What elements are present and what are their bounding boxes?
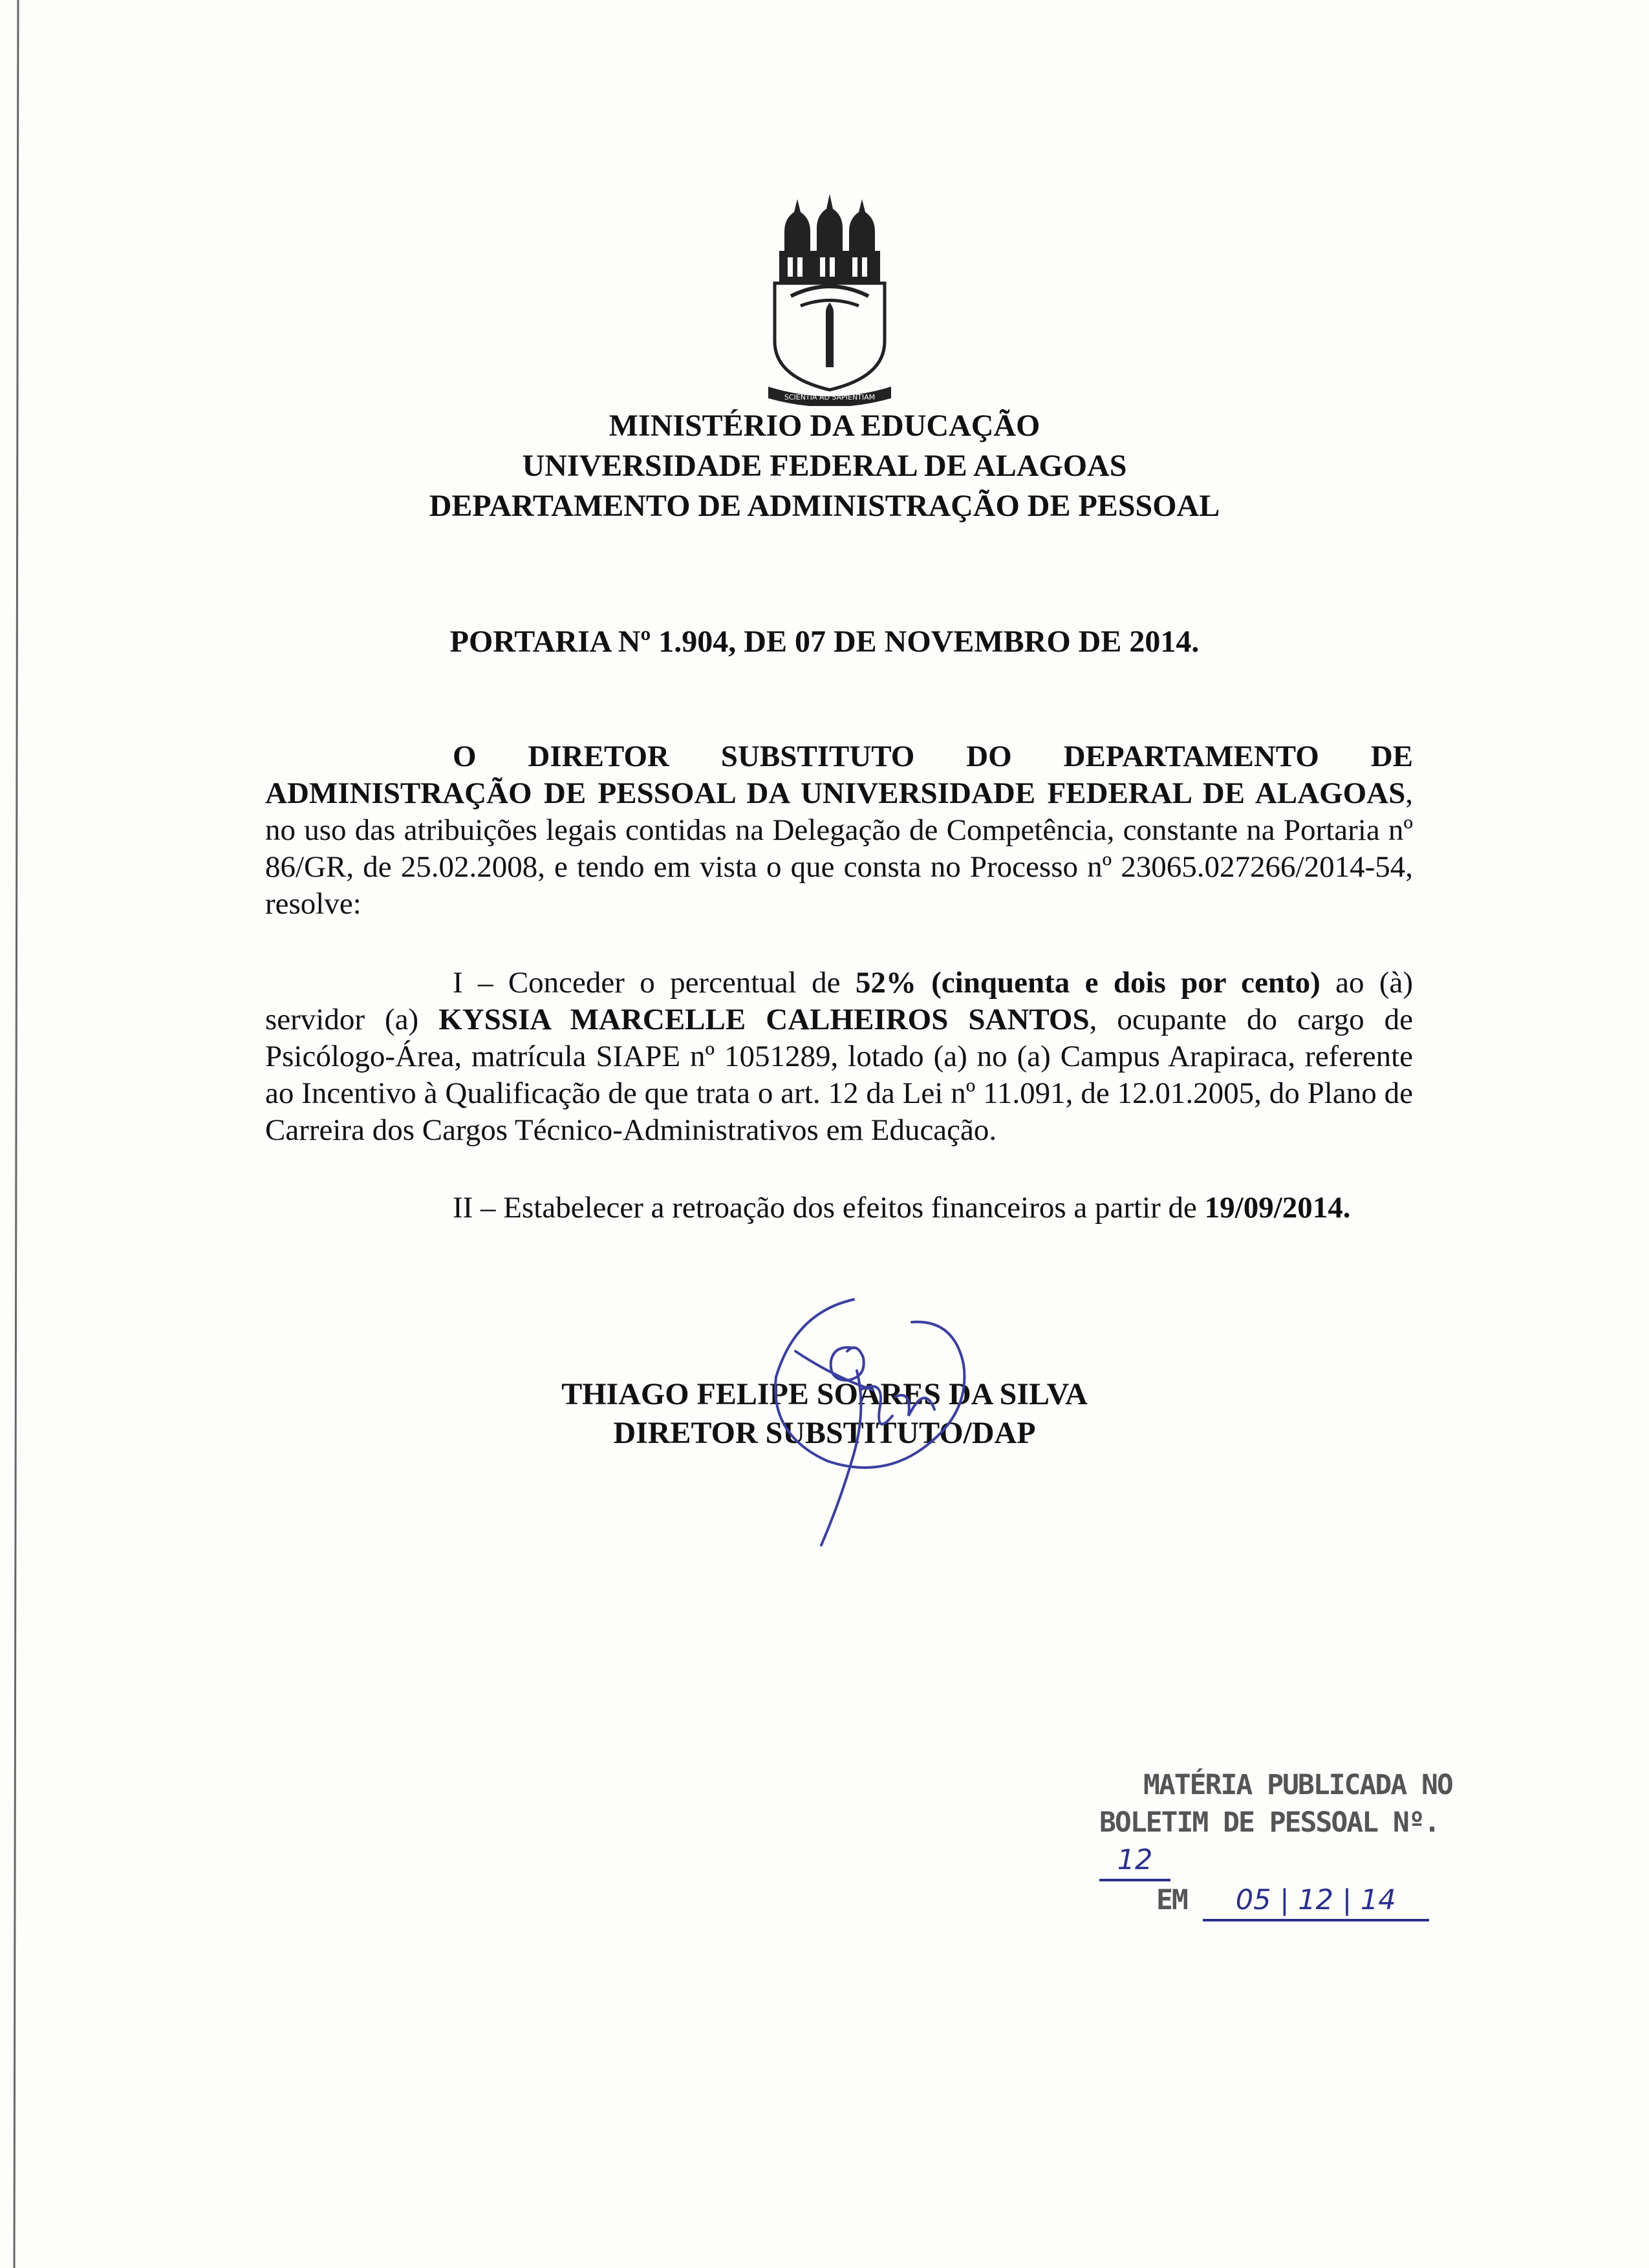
item1-text-a: I – Conceder o percentual de: [453, 966, 856, 1000]
item2-date: 19/09/2014.: [1204, 1191, 1351, 1225]
header-department: DEPARTAMENTO DE ADMINISTRAÇÃO DE PESSOAL: [429, 489, 1220, 523]
stamp-date: 05 | 12 | 14: [1203, 1881, 1429, 1921]
stamp-line2-row: [1099, 1804, 1474, 1881]
intro-rest: , no uso das atribuições legais contidas na Delegação de Competência, constante na Portaria nº 86/GR, de 25.02.2008, e tendo em vista o que consta no Processo nº 23065.027266/2014-54, resolve:: [265, 776, 1413, 921]
item1-text-c: , ocupante do cargo de Psicólogo-Área, matrícula SIAPE nº 1051289, lotado (a) no (a) Campus Arapiraca, referente ao Incentivo à Qualificação de que trata o art. 12 da Lei nº 11.091, de 12.01.2005, do Plano de Carreira dos Cargos Técnico-Administrativos em Educação.: [265, 1003, 1413, 1147]
publication-stamp: [1099, 1766, 1474, 1921]
stamp-line2: BOLETIM DE PESSOAL Nº.: [1099, 1806, 1439, 1839]
item2-paragraph: [265, 1190, 1413, 1226]
stamp-line3-row: [1099, 1881, 1474, 1921]
signatory-name: THIAGO FELIPE SOARES DA SILVA: [561, 1377, 1088, 1411]
item1-percent: 52% (cinquenta e dois por cento): [855, 966, 1320, 1000]
crest-motto: SCIENTIA AD SAPIENTIAM: [784, 393, 876, 401]
item1-servant-name: KYSSIA MARCELLE CALHEIROS SANTOS: [438, 1003, 1090, 1036]
intro-paragraph: [265, 738, 1413, 923]
header-ministry: MINISTÉRIO DA EDUCAÇÃO: [609, 409, 1040, 443]
item1-paragraph: [265, 965, 1413, 1149]
handwritten-signature: [757, 1287, 989, 1558]
intro-bold: O DIRETOR SUBSTITUTO DO DEPARTAMENTO DE ADMINISTRAÇÃO DE PESSOAL DA UNIVERSIDADE FEDERAL DE ALAGOAS: [265, 740, 1413, 810]
university-crest-logo: [765, 193, 894, 406]
item2-text: II – Estabelecer a retroação dos efeitos financeiros a partir de: [453, 1191, 1205, 1225]
stamp-bulletin-number: 12: [1099, 1841, 1170, 1881]
stamp-line3: EM: [1156, 1884, 1187, 1916]
header-university: UNIVERSIDADE FEDERAL DE ALAGOAS: [522, 449, 1127, 483]
signatory-role: DIRETOR SUBSTITUTO/DAP: [613, 1416, 1036, 1450]
stamp-line1: MATÉRIA PUBLICADA NO: [1143, 1769, 1452, 1801]
header-block: [0, 406, 1649, 526]
document-title: PORTARIA Nº 1.904, DE 07 DE NOVEMBRO DE 2014.: [449, 625, 1200, 659]
item1-text-b: ao (à) servidor (a): [265, 966, 1413, 1036]
